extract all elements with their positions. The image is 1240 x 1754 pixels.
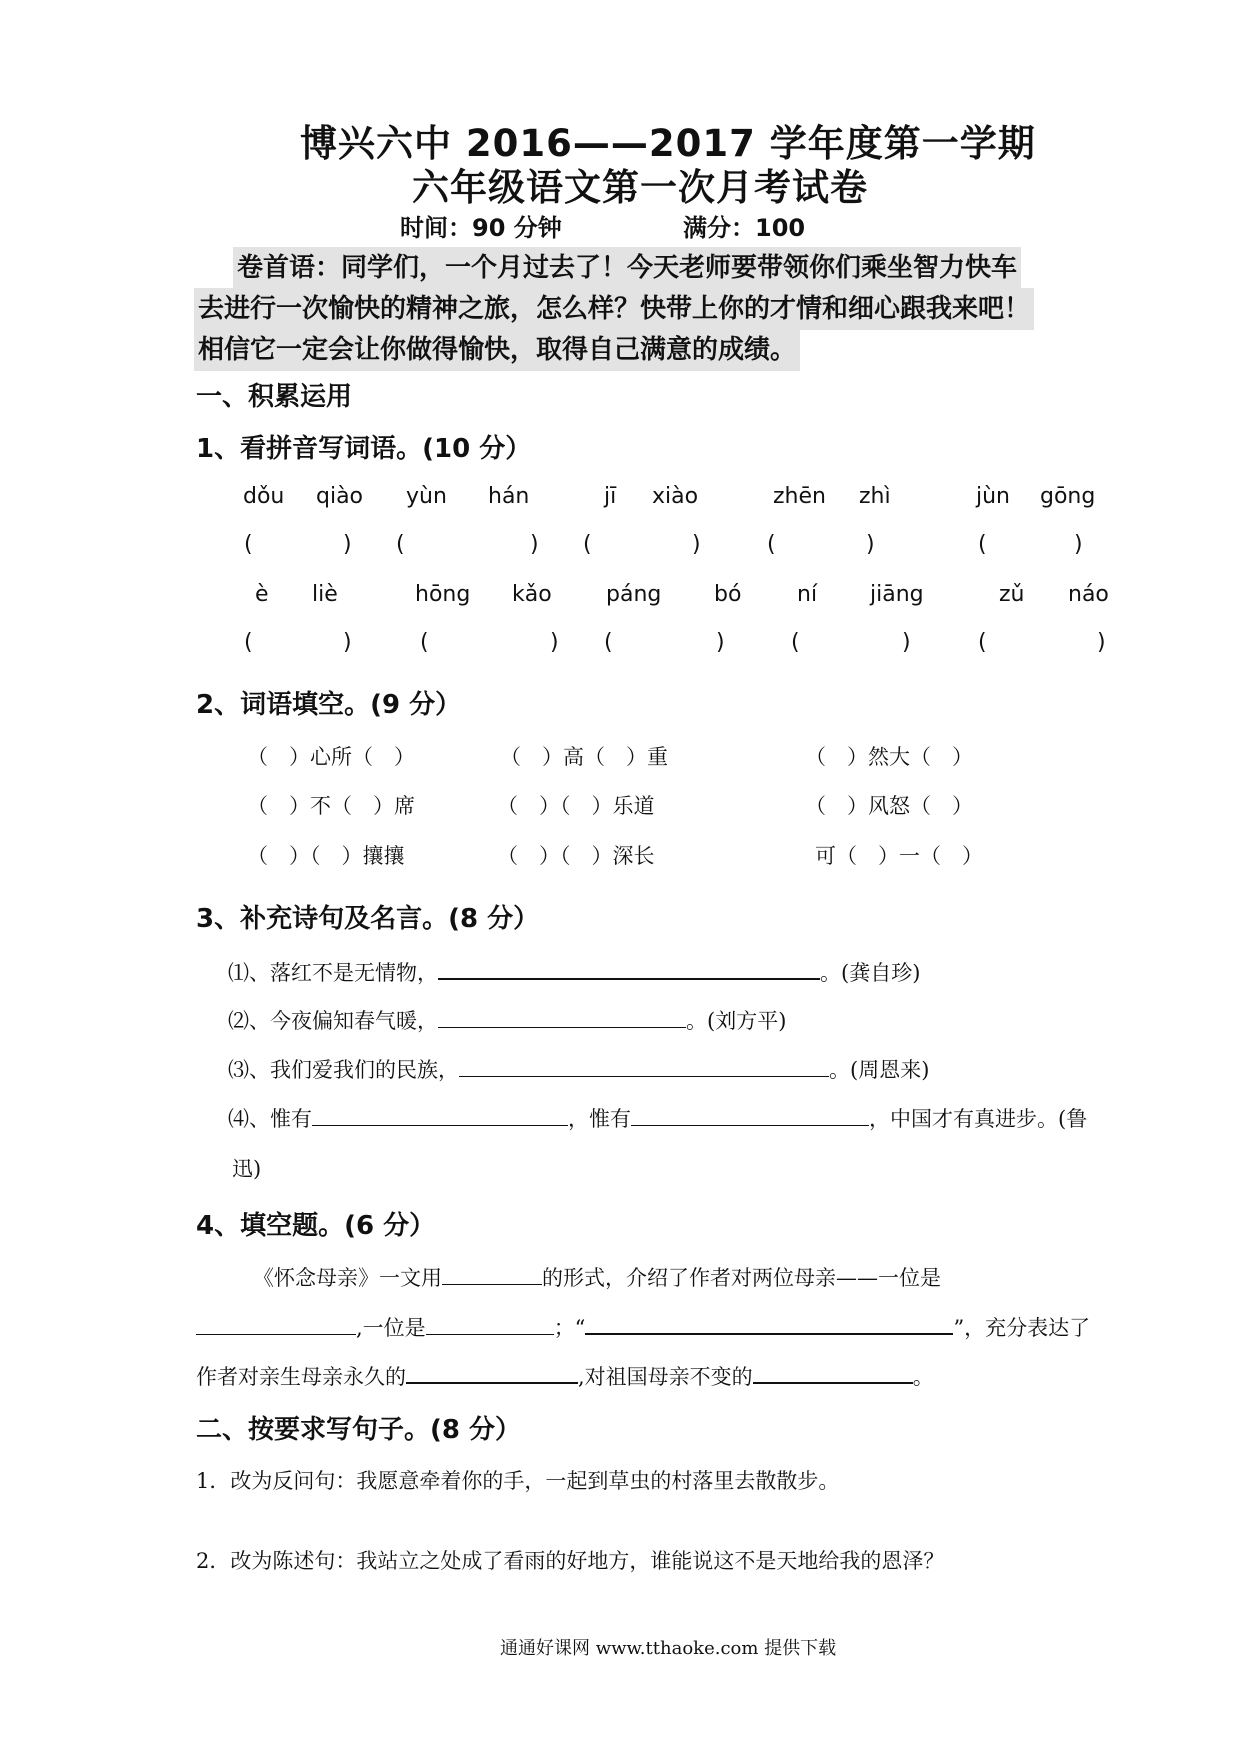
poem-line-4	[228, 1103, 1087, 1133]
answer-blank[interactable]	[631, 1107, 869, 1126]
idiom-fill-item: 可（ ）一（ ）	[815, 844, 983, 868]
idiom-fill-item: （ ）心所（ ）	[247, 745, 415, 769]
answer-paren-close: )	[866, 532, 875, 557]
fill-text: 《怀念母亲》一文用	[253, 1266, 442, 1290]
answer-paren-open: (	[244, 532, 253, 557]
pinyin-syllable: zǔ	[999, 582, 1025, 607]
intro-line1: 卷首语：同学们，一个月过去了！今天老师要带领你们乘坐智力快车	[233, 247, 1021, 289]
exam-full-score: 满分：100	[683, 214, 806, 242]
answer-paren-close: )	[1097, 630, 1106, 655]
answer-blank[interactable]	[753, 1364, 913, 1384]
fill-text: ”，充分表达了	[953, 1316, 1091, 1340]
answer-blank[interactable]	[438, 960, 820, 980]
answer-paren-open: (	[791, 630, 800, 655]
answer-blank[interactable]	[438, 1009, 686, 1028]
answer-paren-open: (	[978, 630, 987, 655]
exam-time: 时间：90 分钟	[400, 214, 562, 242]
pinyin-syllable: náo	[1068, 582, 1109, 607]
pinyin-syllable: hōng	[415, 582, 471, 607]
pinyin-syllable: jiāng	[870, 582, 924, 607]
answer-paren-close: )	[902, 630, 911, 655]
q1-title: 1、看拼音写词语。(10 分）	[196, 434, 532, 464]
answer-paren-open: (	[244, 630, 253, 655]
poem-line-3-end: 。(周恩来)	[829, 1058, 930, 1082]
pinyin-syllable: dǒu	[243, 484, 285, 509]
answer-paren-close: )	[343, 630, 352, 655]
answer-paren-open: (	[604, 630, 613, 655]
idiom-fill-item: （ ）风怒（ ）	[805, 794, 973, 818]
poem-line-1-end: 。(龚自珍)	[820, 961, 921, 985]
rewrite-sentence-1: 1．改为反问句：我愿意牵着你的手，一起到草虫的村落里去散散步。	[196, 1469, 840, 1493]
poem-line-1-start: ⑴、落红不是无情物，	[228, 961, 438, 985]
poem-line-2-start: ⑵、今夜偏知春气暖，	[228, 1009, 438, 1033]
answer-paren-close: )	[716, 630, 725, 655]
fill-text: ,对祖国母亲不变的	[578, 1365, 753, 1389]
answer-paren-open: (	[978, 532, 987, 557]
pinyin-syllable: gōng	[1040, 484, 1096, 509]
answer-blank[interactable]	[406, 1364, 578, 1384]
idiom-fill-item: （ ）（ ）乐道	[497, 794, 655, 818]
fill-text: 的形式，介绍了作者对两位母亲——一位是	[542, 1266, 941, 1290]
idiom-fill-item: （ ）（ ）深长	[497, 844, 655, 868]
pinyin-syllable: è	[255, 582, 269, 607]
fill-paragraph-line1	[253, 1262, 941, 1292]
poem-line-4-end: ，中国才有真进步。(鲁	[869, 1107, 1088, 1131]
poem-line-4-start: ⑷、惟有	[228, 1107, 312, 1131]
answer-paren-close: )	[550, 630, 559, 655]
q2-title: 2、词语填空。(9 分）	[196, 690, 462, 720]
pinyin-syllable: páng	[606, 582, 662, 607]
answer-blank[interactable]	[585, 1315, 953, 1335]
exam-title-line1: 博兴六中 2016——2017 学年度第一学期	[300, 122, 1036, 165]
fill-paragraph-line3	[196, 1361, 934, 1391]
pinyin-syllable: bó	[714, 582, 742, 607]
answer-paren-open: (	[396, 532, 405, 557]
pinyin-syllable: yùn	[406, 484, 447, 509]
pinyin-syllable: zhēn	[773, 484, 826, 509]
poem-line-4-mid: ，惟有	[568, 1107, 631, 1131]
poem-line-3-start: ⑶、我们爱我们的民族，	[228, 1058, 459, 1082]
pinyin-syllable: liè	[312, 582, 338, 607]
answer-blank[interactable]	[442, 1266, 542, 1285]
answer-blank[interactable]	[426, 1316, 554, 1335]
idiom-fill-item: （ ）然大（ ）	[805, 745, 973, 769]
intro-line3: 相信它一定会让你做得愉快，取得自己满意的成绩。	[194, 329, 800, 371]
poem-line-1	[228, 957, 920, 987]
exam-title-line2: 六年级语文第一次月考试卷	[412, 166, 868, 209]
q4-title: 4、填空题。(6 分）	[196, 1211, 436, 1241]
intro-line2: 去进行一次愉快的精神之旅，怎么样？快带上你的才情和细心跟我来吧！	[194, 288, 1034, 330]
poem-line-3	[228, 1054, 929, 1084]
idiom-fill-item: （ ）高（ ）重	[500, 745, 668, 769]
answer-paren-close: )	[1074, 532, 1083, 557]
pinyin-syllable: kǎo	[512, 582, 552, 607]
fill-text: ；“	[553, 1316, 586, 1340]
answer-paren-open: (	[583, 532, 592, 557]
fill-text: ,一位是	[356, 1316, 426, 1340]
pinyin-syllable: qiào	[316, 484, 364, 509]
pinyin-syllable: ní	[797, 582, 818, 607]
section2-title: 二、按要求写句子。(8 分）	[196, 1415, 522, 1445]
answer-paren-open: (	[420, 630, 429, 655]
pinyin-syllable: zhì	[859, 484, 891, 509]
poem-line-2-end: 。(刘方平)	[686, 1009, 787, 1033]
answer-blank[interactable]	[312, 1107, 568, 1126]
idiom-fill-item: （ ）（ ）攘攘	[247, 844, 405, 868]
answer-paren-close: )	[343, 532, 352, 557]
answer-paren-close: )	[692, 532, 701, 557]
footer-source: 通通好课网 www.tthaoke.com 提供下载	[500, 1638, 837, 1659]
section1-title: 一、积累运用	[196, 382, 353, 412]
answer-blank[interactable]	[459, 1058, 829, 1077]
pinyin-syllable: jùn	[976, 484, 1010, 509]
poem-line-2	[228, 1005, 786, 1035]
answer-blank[interactable]	[196, 1316, 356, 1335]
pinyin-syllable: xiào	[652, 484, 699, 509]
q3-title: 3、补充诗句及名言。(8 分）	[196, 904, 540, 934]
rewrite-sentence-2: 2．改为陈述句：我站立之处成了看雨的好地方，谁能说这不是天地给我的恩泽？	[196, 1549, 945, 1573]
idiom-fill-item: （ ）不（ ）席	[247, 794, 415, 818]
answer-paren-close: )	[530, 532, 539, 557]
fill-paragraph-line2	[196, 1312, 1090, 1342]
answer-paren-open: (	[767, 532, 776, 557]
pinyin-syllable: jī	[604, 484, 617, 509]
poem-line-4-tail: 迅)	[232, 1157, 262, 1181]
pinyin-syllable: hán	[488, 484, 530, 509]
fill-text: 作者对亲生母亲永久的	[196, 1365, 406, 1389]
fill-text: 。	[912, 1365, 934, 1389]
